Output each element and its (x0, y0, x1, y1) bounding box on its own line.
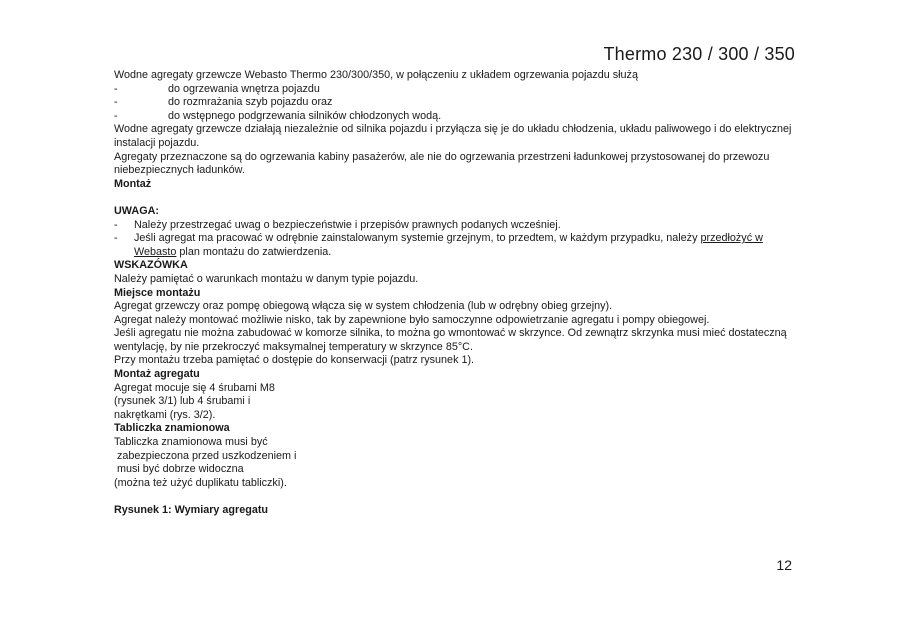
intro-paragraph: Agregaty przeznaczone są do ogrzewania kabiny pasażerów, ale nie do ogrzewania przestrzeni ładunkowej przystosowanej do przewozu niebezpiecznych ładunków. (114, 150, 770, 177)
paragraph-line: (rysunek 3/1) lub 4 śrubami i (114, 395, 251, 408)
list-item-text-suffix: plan montażu do zatwierdzenia. (176, 245, 332, 258)
section-heading-miejsce: Miejsce montażu (114, 286, 201, 299)
paragraph-line: Jeśli agregatu nie można zabudować w komorze silnika, to można go wmontować w skrzynce. Od zewnątrz skrzynka musi mieć dostateczną wentylację, by nie przekroczyć maksymalnej temperatury w skrzynce 85°C. (114, 327, 787, 353)
list-item (114, 96, 794, 110)
section-heading-montaz: Montaż (114, 177, 152, 190)
paragraph-line: (można też użyć duplikatu tabliczki). (114, 476, 287, 489)
list-item-text-prefix: Jeśli agregat ma pracować w odrębnie zainstalowanym systemie grzejnym, to przedtem, w każdym przypadku, należy (134, 232, 701, 245)
paragraph-line: Przy montażu trzeba pamiętać o dostępie do konserwacji (patrz rysunek 1). (114, 354, 475, 367)
list-dash: - (114, 82, 118, 95)
figure-caption: Rysunek 1: Wymiary agregatu (114, 504, 269, 516)
list-item-text: do ogrzewania wnętrza pojazdu (168, 82, 320, 95)
list-item-text: Należy przestrzegać uwag o bezpieczeństwie i przepisów prawnych podanych wcześniej. (134, 218, 561, 231)
paragraph-line: Agregat grzewczy oraz pompę obiegową włącza się w system chłodzenia (lub w odrębny obieg grzejny). (114, 300, 613, 313)
list-dash: - (114, 109, 118, 122)
list-dash: - (114, 218, 118, 231)
list-item-text (134, 232, 789, 259)
list-item (114, 83, 794, 97)
paragraph-line: musi być dobrze widoczna (114, 463, 244, 476)
list-item-text: do rozmrażania szyb pojazdu oraz (168, 96, 333, 109)
page-number: 12 (776, 557, 792, 573)
webasto-link: przedłożyć w Webasto (134, 232, 763, 258)
intro-paragraph: Wodne agregaty grzewcze działają niezależnie od silnika pojazdu i przyłącza się je do układu chłodzenia, układu paliwowego i do elektrycznej instalacji pojazdu. (114, 123, 792, 149)
wskazowka-text: Należy pamiętać o warunkach montażu w danym typie pojazdu. (114, 272, 419, 285)
paragraph-line: nakrętkami (rys. 3/2). (114, 408, 216, 421)
spacer (114, 191, 794, 205)
section-heading-wskazowka: WSKAZÓWKA (114, 259, 188, 272)
list-dash: - (114, 232, 118, 245)
list-item (114, 110, 794, 124)
list-item (114, 219, 794, 233)
section-heading-montaz-agregatu: Montaż agregatu (114, 368, 200, 381)
list-item (114, 232, 794, 259)
paragraph-line: Tabliczka znamionowa musi być (114, 436, 268, 449)
section-heading-tabliczka: Tabliczka znamionowa (114, 422, 230, 435)
document-body (114, 69, 794, 518)
list-item-text: do wstępnego podgrzewania silników chłodzonych wodą. (168, 109, 442, 122)
paragraph-line: Agregat należy montować możliwie nisko, tak by zapewnione było samoczynne odpowietrzanie agregatu i pompy obiegowej. (114, 313, 710, 326)
paragraph-line: Agregat mocuje się 4 śrubami M8 (114, 381, 275, 394)
section-heading-uwaga: UWAGA: (114, 204, 159, 217)
list-dash: - (114, 96, 118, 109)
intro-line: Wodne agregaty grzewcze Webasto Thermo 230/300/350, w połączeniu z układem ogrzewania pojazdu służą (114, 69, 638, 81)
page-title: Thermo 230 / 300 / 350 (603, 44, 795, 64)
spacer (114, 490, 794, 504)
paragraph-line: zabezpieczona przed uszkodzeniem i (114, 449, 297, 462)
